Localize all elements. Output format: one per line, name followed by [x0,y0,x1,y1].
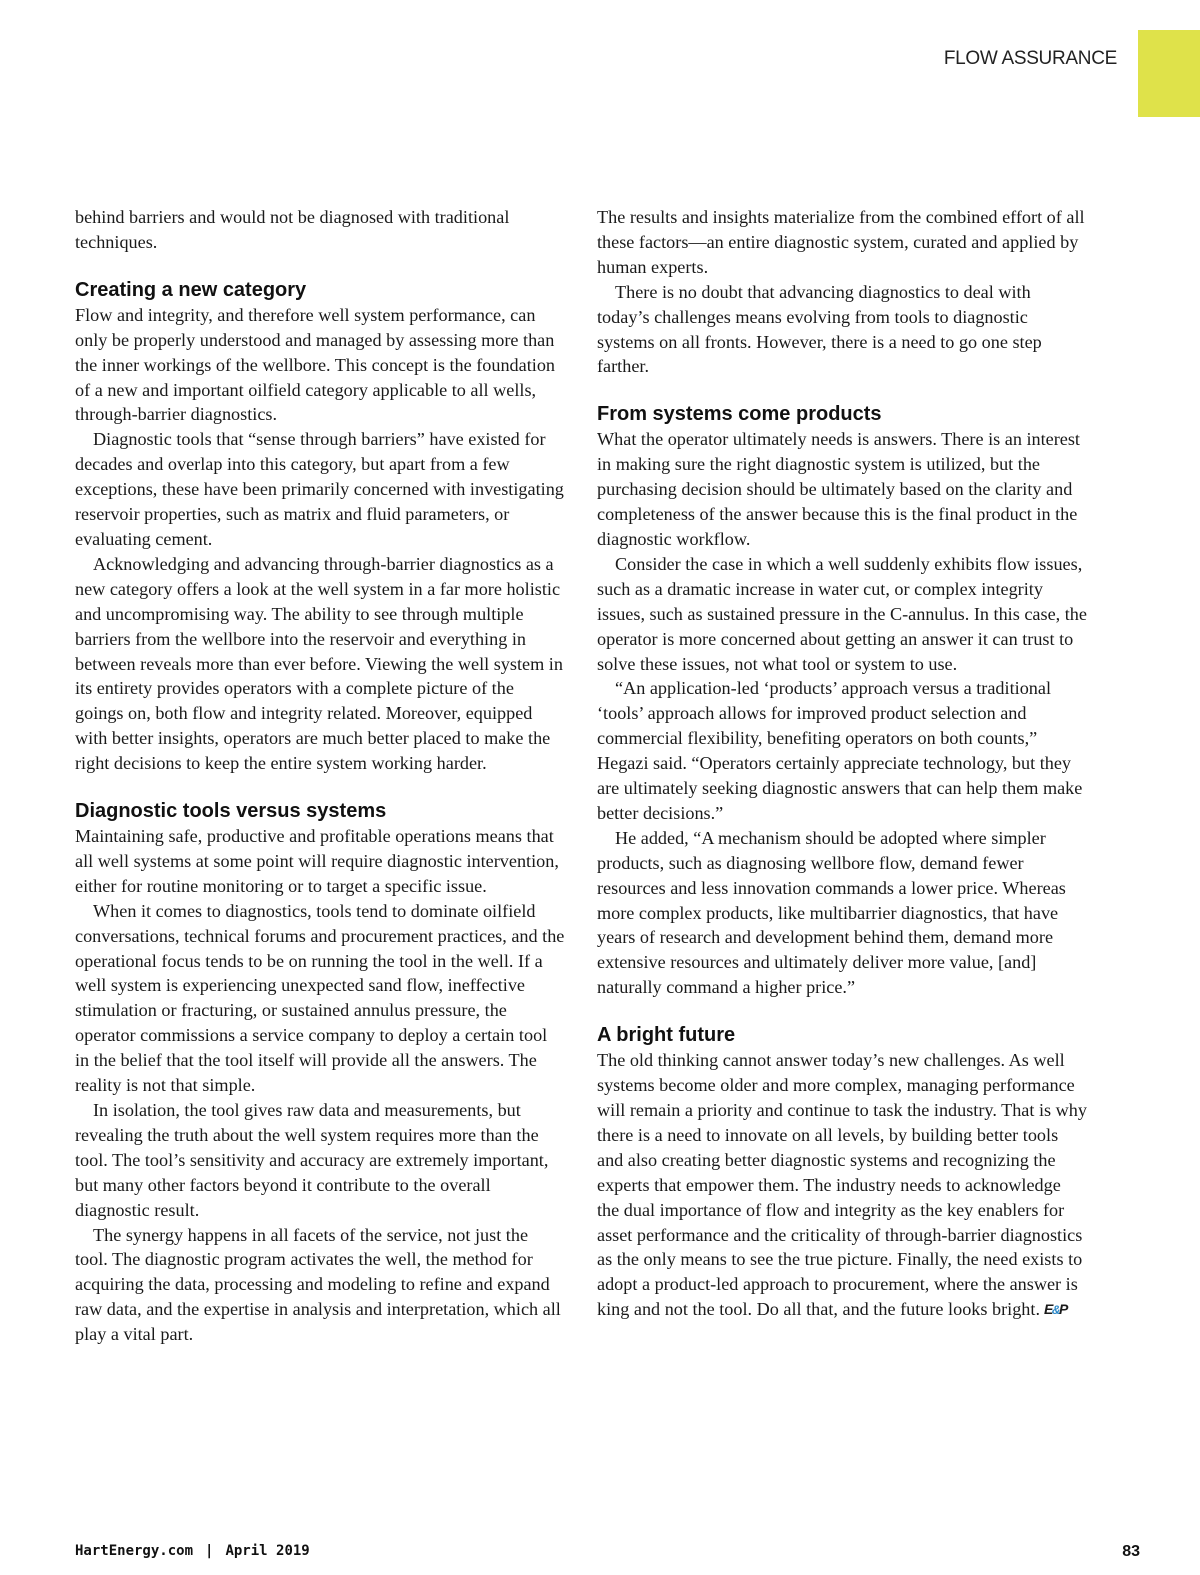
paragraph: “An application-led ‘products’ approach versus a traditional ‘tools’ approach allows for improved product selection and commercial flexibility, benefiting operators on both counts,” Hegazi said. “Operators certainly appreciate technology, but they are ultimately seeking diagnostic answers that can help them make better decisions.” [597,678,1083,823]
subheading-systems-products: From systems come products [597,403,882,426]
footer-date: April 2019 [225,1543,310,1559]
paragraph: In isolation, the tool gives raw data and measurements, but revealing the truth about the well system requires more than the tool. The tool’s sensitivity and accuracy are extremely important, but many other factors beyond it contribute to the overall diagnostic result. [75,1100,549,1220]
footer-site: HartEnergy.com [75,1543,194,1559]
section-label: FLOW ASSURANCE [943,48,1117,69]
paragraph: There is no doubt that advancing diagnostics to deal with today’s challenges means evolving from tools to diagnostic systems on all fronts. However, there is a need to go one step farther. [597,281,1042,377]
footer [75,1543,310,1559]
paragraph: behind barriers and would not be diagnosed with traditional techniques. [75,207,510,252]
paragraph: The synergy happens in all facets of the service, not just the tool. The diagnostic program activates the well, the method for acquiring the data, processing and modeling to refine and expand raw data, and the expertise in analysis and interpretation, which all play a vital part. [75,1224,561,1345]
footer-separator: | [205,1543,214,1559]
paragraph: When it comes to diagnostics, tools tend to dominate oilfield conversations, technical forums and procurement practices, and the operational focus tends to be on running the tool in the well. If a well system is experiencing unexpected sand flow, ineffective stimulation or fracturing, or sustained annulus pressure, the operator commissions a service company to deploy a certain tool in the belief that the tool itself will provide all the answers. The reality is not that simple. [75,900,565,1096]
paragraph: The results and insights materialize from the combined effort of all these factors—an entire diagnostic system, curated and applied by human experts. [597,207,1085,277]
paragraph: Acknowledging and advancing through-barrier diagnostics as a new category offers a look at the well system in a far more holistic and uncompromising way. The ability to see through multiple barriers from the wellbore into the reservoir and everything in between reveals more than ever before. Viewing the well system in its entirety provides operators with a complete picture of the goings on, both flow and integrity related. Moreover, equipped with better insights, operators are much better placed to make the right decisions to keep the entire system working harder. [75,553,563,774]
paragraph: Maintaining safe, productive and profitable operations means that all well systems at some point will require diagnostic intervention, either for routine monitoring or to target a specific issue. [75,826,559,896]
ep-end-logo [1044,1297,1067,1323]
paragraph-final [597,1048,1087,1323]
right-column [597,205,1087,1323]
final-text: The old thinking cannot answer today’s new challenges. As well systems become older and more complex, managing performance will remain a priority and continue to task the industry. That is why there is a need to innovate on all levels, by building better tools and also creating better diagnostic systems and recognizing the experts that empower them. The industry needs to acknowledge the dual importance of flow and integrity as the key enablers for asset performance and the criticality of through-barrier diagnostics as the only means to see the true picture. Finally, the need exists to adopt a product-led approach to procurement, where the answer is king and not the tool. Do all that, and the future looks bright. [597,1050,1087,1320]
page-number: 83 [1122,1543,1140,1560]
subheading-tools-vs-systems: Diagnostic tools versus systems [75,800,387,823]
subheading-bright-future: A bright future [597,1024,736,1047]
paragraph: He added, “A mechanism should be adopted where simpler products, such as diagnosing wellbore flow, demand fewer resources and less innovation commands a lower price. Whereas more complex products, like multibarrier diagnostics, that have years of research and development behind them, demand more extensive resources and ultimately deliver more value, [and] naturally command a higher price.” [597,827,1066,998]
logo-ampersand: & [1051,1303,1060,1318]
paragraph: What the operator ultimately needs is answers. There is an interest in making sure the right diagnostic system is utilized, but the purchasing decision should be ultimately based on the clarity and completeness of the answer because this is the final product in the diagnostic workflow. [597,429,1080,549]
paragraph: Diagnostic tools that “sense through barriers” have existed for decades and overlap into this category, but apart from a few exceptions, these have been primarily concerned with investigating reservoir properties, such as matrix and fluid parameters, or evaluating cement. [75,429,564,549]
left-column [75,205,565,1347]
paragraph: Consider the case in which a well suddenly exhibits flow issues, such as a dramatic increase in water cut, or complex integrity issues, such as sustained pressure in the C-annulus. In this case, the operator is more concerned about getting an answer it can trust to solve these issues, not what tool or system to use. [597,553,1087,674]
paragraph: Flow and integrity, and therefore well system performance, can only be properly understood and managed by assessing more than the inner workings of the wellbore. This concept is the foundation of a new and important oilfield category applicable to all wells, through-barrier diagnostics. [75,304,556,425]
logo-letter-p: P [1059,1301,1067,1318]
subheading-creating-category: Creating a new category [75,278,307,301]
logo-letter-e: E [1044,1301,1052,1318]
section-color-tab [1138,30,1200,117]
